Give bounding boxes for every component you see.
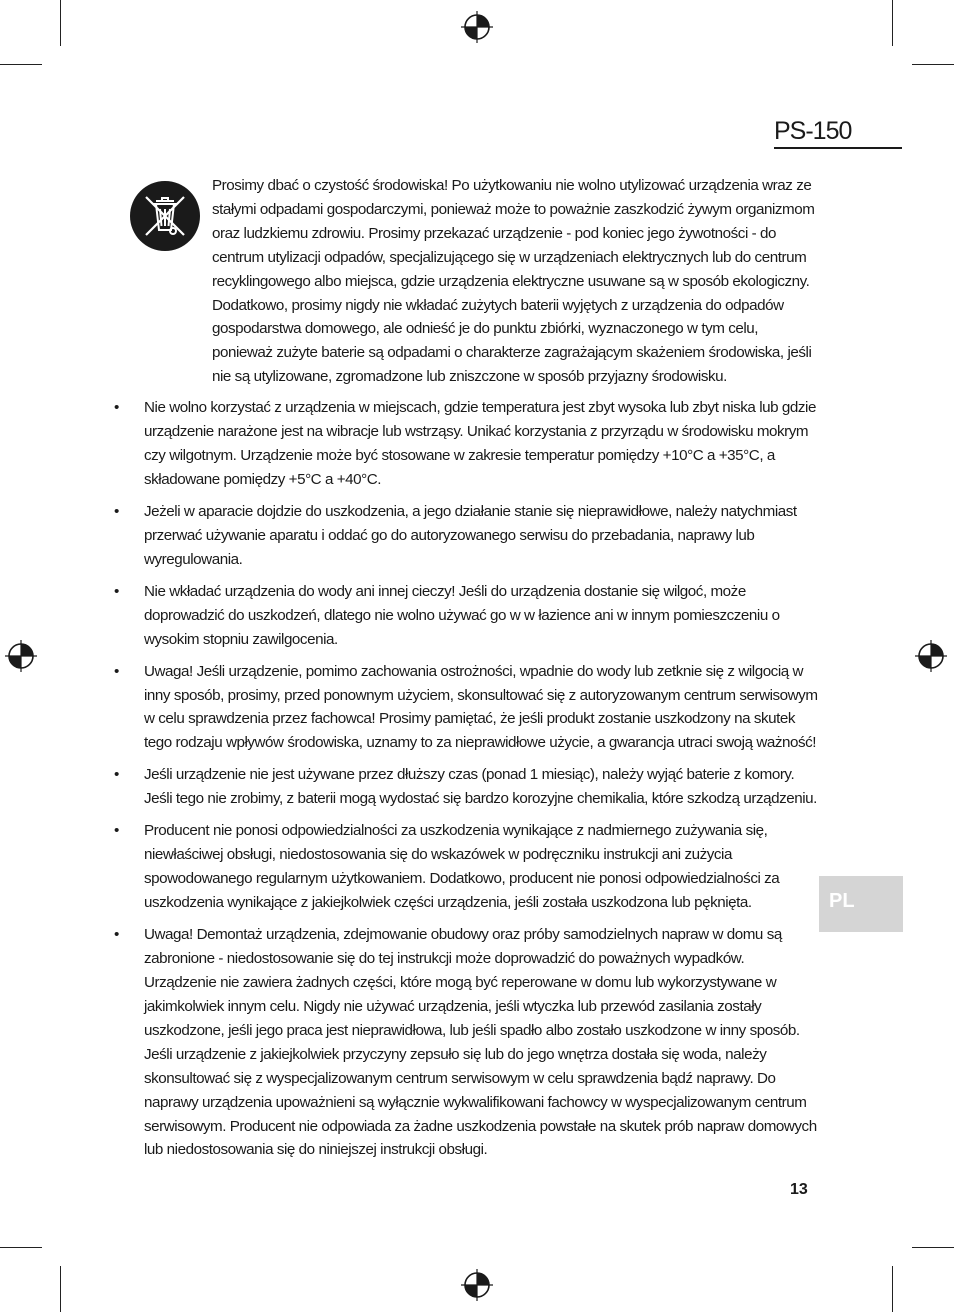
registration-crosshair-icon	[914, 639, 948, 673]
crossed-out-wheeled-bin-icon	[129, 180, 201, 252]
crop-mark	[60, 1266, 61, 1312]
safety-list	[112, 396, 820, 1171]
list-item-text: Jeśli urządzenie nie jest używane przez dłuższy czas (ponad 1 miesiąc), należy wyjąć baterie z komory. Jeśli tego nie zrobimy, z baterii mogą wydostać się bardzo korozyjne chemikalia, które szkodzą urządzeniu.	[144, 766, 817, 808]
environment-notice: Prosimy dbać o czystość środowiska! Po użytkowaniu nie wolno utylizować urządzenia wraz ze stałymi odpadami gospodarczymi, ponieważ może to poważnie zaszkodzić żywym organizmom oraz ludzkiemu zdrowiu. Prosimy przekazać urządzenie - pod koniec jego żywotności - do centrum utylizacji odpadów, specjalizującego się w urządzeniach elektrycznych lub do centrum recyklingowego albo miejsca, gdzie urządzenia elektryczne usuwane są w sposób ekologiczny. Dodatkowo, prosimy nigdy nie wkładać zużytych baterii wyjętych z urządzenia do odpadów gospodarstwa domowego, ale odnieść je do punktu zbiórki, wyznaczonego w tym celu, ponieważ zużyte baterie są odpadami o charakterze zagrażającym skażeniem środowiska, jeśli nie są utylizowane, zgromadzone lub zniszczone w sposób przyjazny środowisku.	[212, 177, 815, 386]
crop-mark	[0, 64, 42, 65]
list-item-text: Nie wkładać urządzenia do wody ani innej cieczy! Jeśli do urządzenia dostanie się wilgoć, może doprowadzić do uszkodzeń, dlatego nie wolno używać go w w łazience ani w innym pomieszczeniu o wysokim stopniu zawilgocenia.	[144, 582, 780, 648]
list-item	[112, 396, 820, 492]
bullet-symbol: •	[114, 399, 119, 416]
crop-mark	[892, 1266, 893, 1312]
list-item-text: Nie wolno korzystać z urządzenia w miejscach, gdzie temperatura jest zbyt wysoka lub zbyt niska lub gdzie urządzenie narażone jest na wibracje lub wstrząsy. Unikać korzystania z przyrządu w środowisku mokrym czy wilgotnym. Urządzenie może być stosowane w zakresie temperatur pomiędzy +10°C a +35°C, a składowane pomiędzy +5°C a +40°C.	[144, 399, 816, 488]
list-item-text: Uwaga! Jeśli urządzenie, pomimo zachowania ostrożności, wpadnie do wody lub zetknie się z wilgocią w inny sposób, prosimy, przed ponownym użyciem, skonsultować się z autoryzowanym centrum serwisowym w celu sprawdzenia przez fachowca! Prosimy pamiętać, że jeśli produkt zostanie uszkodzony na skutek tego rodzaju wpływów środowiska, uznamy to za nieprawidłowe użycie, a gwarancja utraci swoją ważność!	[144, 662, 818, 752]
registration-crosshair-icon	[4, 639, 38, 673]
crop-mark	[912, 1247, 954, 1248]
bullet-symbol: •	[114, 582, 119, 600]
list-item	[112, 923, 820, 1162]
language-tab: PL	[819, 876, 903, 932]
page-number: 13	[790, 1181, 808, 1198]
crop-mark	[912, 64, 954, 65]
registration-crosshair-icon	[460, 1268, 494, 1302]
list-item-text: Producent nie ponosi odpowiedzialności za uszkodzenia wynikające z nadmiernego zużywania się, niewłaściwej obsługi, niedostosowania się do wskazówek w podręczniku instrukcji ani zużycia spowodowanego regularnym użytkowaniem. Dodatkowo, producent nie ponosi odpowiedzialności za uszkodzenia wynikające z jakiejkolwiek części urządzenia, jeśli została uszkodzona lub pęknięta.	[144, 822, 780, 912]
list-item-text: Jeżeli w aparacie dojdzie do uszkodzenia, a jego działanie stanie się nieprawidłowe, należy natychmiast przerwać używanie aparatu i oddać go do autoryzowanego serwisu do przebadania, naprawy lub wyregulowania.	[144, 502, 797, 568]
bullet-symbol: •	[114, 926, 119, 944]
list-item-text: Uwaga! Demontaż urządzenia, zdejmowanie obudowy oraz próby samodzielnych napraw w domu są zabronione - niedostosowanie się do tej instrukcji może doprowadzić do poważnych wypadków. Urządzenie nie zawiera żadnych części, które mogą być reperowane w domu lub wykorzystywane w jakimkolwiek innym celu. Nigdy nie używać urządzenia, jeśli wtyczka lub przewód zasilania zostały uszkodzone, jeśli jego praca jest nieprawidłowa, lub jeśli spadło albo zostało uszkodzone w inny sposób. Jeśli urządzenie z jakiejkolwiek przyczyny zepsuło się lub do jego wnętrza dostała się woda, należy skonsultować się z wyspecjalizowanym centrum serwisowym w celu sprawdzenia bądź naprawy. Do naprawy urządzenia upoważnieni są wyłącznie wykwalifikowani fachowcy w wyspecjalizowanym centrum serwisowym. Producent nie odpowiada za żadne uszkodzenia powstałe na skutek prób napraw domowych lub niedostosowania się do niniejszej instrukcji obsługi.	[144, 926, 817, 1159]
list-item	[112, 580, 820, 652]
list-item	[112, 500, 820, 572]
model-title: PS-150	[774, 116, 902, 149]
crop-mark	[892, 0, 893, 46]
crop-mark	[60, 0, 61, 46]
bullet-symbol: •	[114, 766, 119, 784]
list-item	[112, 660, 820, 756]
bullet-symbol: •	[114, 662, 119, 680]
list-item	[112, 819, 820, 915]
bullet-symbol: •	[114, 502, 119, 520]
registration-crosshair-icon	[460, 10, 494, 44]
list-item	[112, 763, 820, 811]
bullet-symbol: •	[114, 822, 119, 840]
crop-mark	[0, 1247, 42, 1248]
